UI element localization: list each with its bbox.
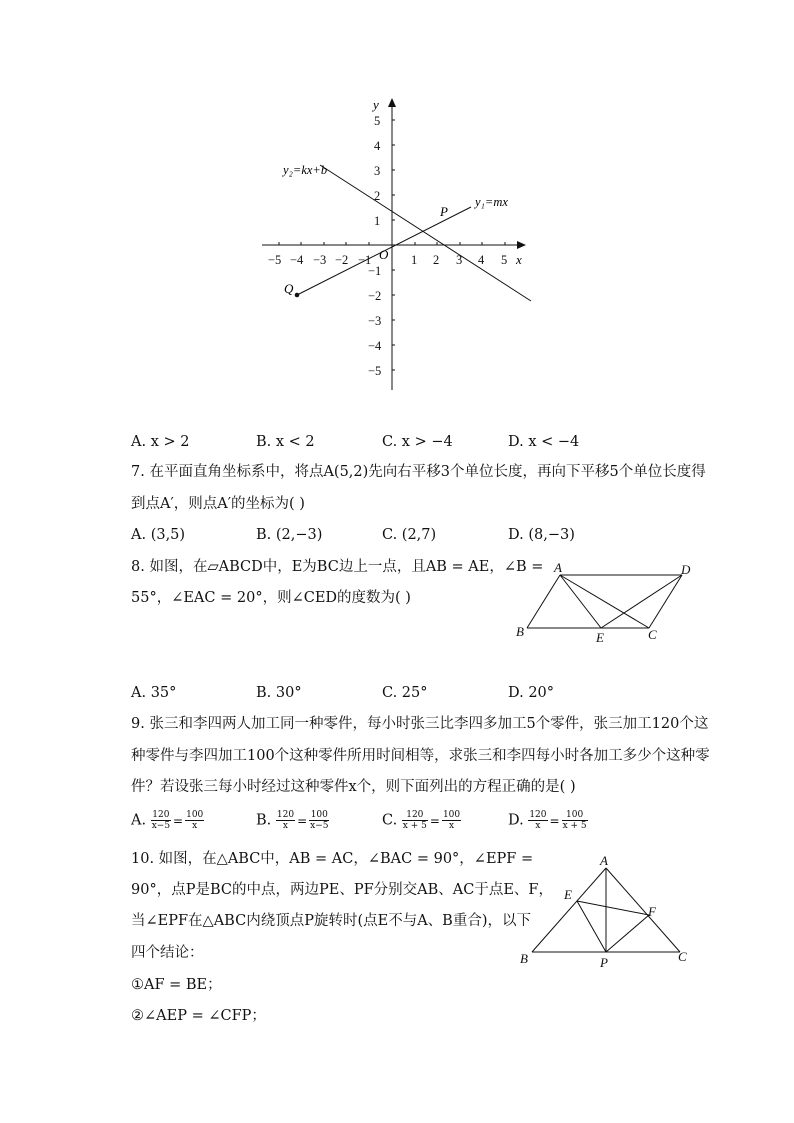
denominator: x: [535, 821, 541, 831]
q7-text-line1: 7. 在平面直角坐标系中，将点A(5,2)先向右平移3个单位长度，再向下平移5个单位长度得: [131, 464, 706, 480]
y-tick-label: −1: [368, 264, 382, 278]
q6-option-c: C. x > −4: [382, 434, 453, 450]
q8-label-d: D: [681, 562, 691, 577]
coordinate-graph: [255, 92, 545, 397]
q7-option-c: C. (2,7): [382, 527, 437, 543]
q6-option-d: D. x < −4: [508, 434, 580, 450]
denominator: x + 5: [402, 821, 427, 831]
x-axis-label: x: [516, 252, 522, 267]
q10-text-line1: 10. 如图，在△ABC中，AB = AC，∠BAC = 90°，∠EPF =: [131, 851, 534, 867]
q10-text-line3: 当∠EPF在△ABC内绕顶点P旋转时(点E不与A、B重合)，以下: [131, 913, 531, 929]
q8-label-a: A: [554, 560, 562, 575]
denominator: x: [192, 821, 198, 831]
denominator: x: [448, 821, 455, 831]
q8-option-a: A. 35°: [131, 685, 177, 701]
x-tick-label: −2: [335, 253, 349, 267]
q10-label-e: E: [564, 887, 572, 902]
y-tick-label: 1: [374, 214, 381, 228]
q7-option-a: A. (3,5): [131, 527, 186, 543]
q8-option-d: D. 20°: [508, 685, 555, 701]
point-q-marker: [295, 293, 300, 298]
fraction: [562, 810, 588, 831]
fraction: [276, 810, 295, 831]
q10-conclusion-2: ②∠AEP = ∠CFP；: [131, 1008, 266, 1024]
q8-text-line2: 55°，∠EAC = 20°，则∠CED的度数为( ): [131, 590, 411, 606]
q10-conclusion-1: ①AF = BE；: [131, 977, 222, 993]
line-y2-label: y₂=kx+b: [283, 163, 328, 177]
denominator: x + 5: [562, 821, 587, 831]
origin-label: O: [379, 247, 389, 262]
y-tick-label: −2: [368, 289, 382, 303]
q8-parallelogram-figure: [510, 558, 700, 648]
x-tick-label: 3: [456, 253, 463, 267]
equals-sign: =: [297, 813, 308, 828]
q6-option-b: B. x < 2: [256, 434, 315, 450]
q9-option-b-label: B.: [256, 812, 272, 829]
x-tick-label: −3: [313, 253, 327, 267]
q9-option-a: [131, 810, 204, 831]
q9-option-d: [508, 810, 588, 831]
q9-text-line3: 件？若设张三每小时经过这种零件x个，则下面列出的方程正确的是( ): [131, 779, 576, 795]
numerator: 100: [562, 810, 588, 821]
numerator: 120: [152, 810, 170, 820]
x-tick-label: −4: [290, 253, 304, 267]
q10-triangle-figure: [512, 850, 702, 972]
q8-label-b: B: [516, 624, 524, 639]
fraction: [402, 810, 428, 831]
y-tick-label: 2: [374, 189, 381, 203]
q6-option-a: A. x > 2: [131, 434, 190, 450]
fraction: [151, 810, 171, 831]
q9-option-a-label: A.: [131, 812, 147, 829]
x-tick-label: 5: [501, 253, 508, 267]
q7-option-b: B. (2,−3): [256, 527, 323, 543]
q7-option-d: D. (8,−3): [508, 527, 575, 543]
point-p-label: P: [440, 204, 448, 219]
equals-sign: =: [549, 813, 560, 828]
fraction: [185, 810, 204, 831]
q8-label-c: C: [648, 627, 657, 642]
q9-text-line2: 种零件与李四加工100个这种零件所用时间相等，求张三和李四每小时各加工多少个这种零: [131, 748, 710, 764]
y-axis-label: y: [373, 97, 379, 112]
numerator: 100: [442, 810, 461, 820]
q10-label-f: F: [648, 904, 656, 919]
q10-label-b: B: [520, 951, 528, 966]
line-y2: [320, 165, 531, 301]
numerator: 120: [402, 810, 428, 821]
line-y1: [297, 207, 471, 295]
y-tick-label: −5: [368, 364, 382, 378]
y-tick-label: 3: [374, 164, 381, 178]
y-tick-label: −4: [368, 339, 382, 353]
fraction: [442, 810, 461, 831]
q8-option-c: C. 25°: [382, 685, 428, 701]
equals-sign: =: [173, 813, 184, 828]
q7-text-line2: 到点A′，则点A′的坐标为( ): [131, 496, 305, 512]
q9-option-c-label: C.: [382, 812, 398, 829]
q10-label-c: C: [678, 949, 687, 964]
fraction: [528, 810, 547, 831]
x-tick-label: 2: [433, 253, 440, 267]
denominator: x−5: [310, 821, 329, 831]
numerator: 120: [276, 810, 295, 820]
fraction: [309, 810, 329, 831]
q10-text-line2: 90°，点P是BC的中点，两边PE、PF分别交AB、AC于点E、F，: [131, 882, 553, 898]
numerator: 100: [310, 810, 328, 820]
q8-label-e: E: [596, 630, 604, 645]
q10-label-a: A: [600, 853, 608, 868]
q10-text-line4: 四个结论：: [131, 945, 204, 961]
x-tick-label: 1: [411, 253, 418, 267]
q9-option-d-label: D.: [508, 812, 524, 829]
q9-option-c: [382, 810, 461, 831]
y-tick-label: −3: [368, 314, 382, 328]
q10-label-p: P: [600, 955, 608, 970]
x-tick-label: −1: [358, 253, 372, 267]
equals-sign: =: [429, 813, 440, 828]
denominator: x: [282, 821, 288, 831]
y-tick-label: 4: [374, 139, 381, 153]
q8-text-line1: 8. 如图，在▱ABCD中，E为BC边上一点，且AB = AE，∠B =: [131, 559, 544, 575]
x-tick-label: 4: [478, 253, 485, 267]
q8-option-b: B. 30°: [256, 685, 302, 701]
line-y1-label: y₁=mx: [475, 195, 508, 209]
q9-text-line1: 9. 张三和李四两人加工同一种零件，每小时张三比李四多加工5个零件，张三加工120个这: [131, 716, 709, 732]
x-tick-label: −5: [268, 253, 282, 267]
denominator: x−5: [151, 821, 171, 831]
numerator: 120: [529, 810, 547, 820]
q9-option-b: [256, 810, 329, 831]
y-tick-label: 5: [374, 114, 381, 128]
point-q-label: Q: [284, 281, 294, 296]
numerator: 100: [186, 810, 204, 820]
